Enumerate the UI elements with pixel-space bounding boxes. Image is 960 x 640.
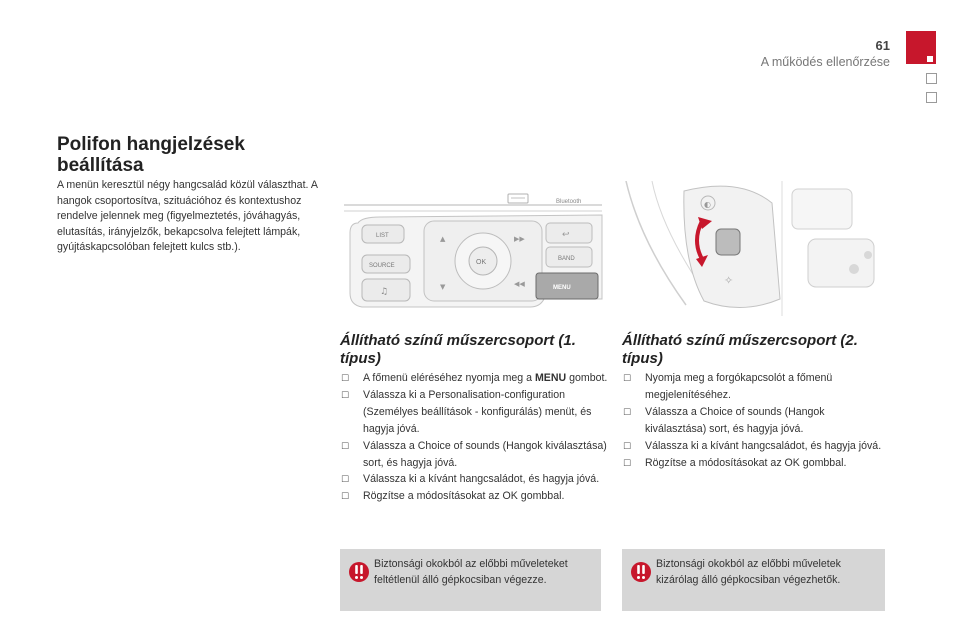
- svg-text:♫: ♫: [380, 287, 389, 297]
- page-number: 61: [875, 38, 890, 53]
- warning-box: [622, 549, 885, 611]
- warning-box: [340, 549, 601, 611]
- list-item: ☐ Válassza a Choice of sounds (Hangok kiválasztása) sort, és hagyja jóvá.: [623, 405, 825, 435]
- list-item: ☐ Rögzítse a módosításokat az OK gombbal.: [622, 455, 888, 472]
- svg-text:▲: ▲: [440, 235, 446, 243]
- bullet-icon: ☐: [623, 440, 632, 451]
- svg-text:Bluetooth: Bluetooth: [556, 199, 582, 205]
- list-item: ☐ Válassza a Choice of sounds (Hangok kiválasztása) sort, és hagyja jóvá.: [341, 439, 607, 469]
- svg-text:↩: ↩: [562, 230, 570, 240]
- bullet-icon: ☐: [623, 406, 632, 417]
- warning-icon: [630, 561, 652, 583]
- nav-box-icon[interactable]: [926, 92, 937, 103]
- intro-text: A menün keresztül négy hangcsalád közül választhat. A hangok csoportosítva, szituációhoz és kontextushoz rendelve jelennek meg (figyelmeztetés, jóváhagyás, elutasítás, irányjelzők, bekapcsolva felejtett lámpák, gyújtáskapcsolóban felejtett kulcs stb.).: [57, 179, 318, 254]
- section2-steps: [622, 370, 888, 471]
- menu-key-label: MENU: [534, 372, 567, 384]
- warning-icon: [348, 561, 370, 583]
- section1-steps: [340, 370, 608, 505]
- svg-text:▼: ▼: [440, 283, 446, 291]
- nav-box-icon[interactable]: [926, 73, 937, 84]
- section1-title: Állítható színű műszercsoport (1. típus): [340, 332, 576, 367]
- bullet-icon: ☐: [341, 389, 350, 400]
- menu-button-label: MENU: [553, 285, 571, 291]
- source-button-label: SOURCE: [369, 263, 395, 269]
- list-item: ☐ Rögzítse a módosításokat az OK gombbal.: [340, 488, 608, 505]
- warning-text: Biztonsági okokból az előbbi műveletek kizárólag álló gépkocsiban végezhetők.: [656, 558, 841, 587]
- steering-wheel-illustration: [622, 181, 885, 316]
- list-item: ☐ A főmenü eléréséhez nyomja meg a MENU gombot.: [340, 370, 608, 387]
- list-button-label: LIST: [376, 233, 389, 239]
- section2-title: Állítható színű műszercsoport (2. típus): [622, 332, 858, 367]
- list-item: ☐ Nyomja meg a forgókapcsolót a főmenü megjelenítéséhez.: [623, 372, 833, 401]
- bullet-icon: ☐: [341, 373, 350, 383]
- list-item: ☐ Válassza ki a Personalisation-configuration (Személyes beállítások - konfigurálás) menüt, és hagyja jóvá.: [341, 388, 592, 435]
- section-title: A működés ellenőrzése: [760, 55, 890, 69]
- list-item: ☐ Válassza ki a kívánt hangcsaládot, és hagyja jóvá.: [622, 438, 888, 455]
- bullet-icon: ☐: [341, 440, 350, 451]
- warning-text: Biztonsági okokból az előbbi műveleteket feltétlenül álló gépkocsiban végezze.: [374, 558, 568, 587]
- bullet-icon: ☐: [341, 491, 350, 502]
- svg-text:◐: ◐: [704, 200, 711, 209]
- bullet-icon: ☐: [623, 457, 632, 468]
- chapter-tab-marker: [927, 56, 933, 62]
- audio-panel-illustration: [340, 183, 606, 315]
- list-item: ☐ Válassza ki a kívánt hangcsaládot, és hagyja jóvá.: [340, 471, 608, 488]
- svg-text:▶▶: ▶▶: [514, 235, 525, 243]
- bullet-icon: ☐: [341, 474, 350, 485]
- band-button-label: BAND: [558, 256, 575, 262]
- main-title: Polifon hangjelzések beállítása: [57, 134, 245, 176]
- svg-text:✧: ✧: [724, 274, 734, 287]
- bullet-icon: ☐: [623, 373, 632, 383]
- svg-text:◀◀: ◀◀: [514, 280, 525, 288]
- ok-button-label: OK: [476, 259, 487, 266]
